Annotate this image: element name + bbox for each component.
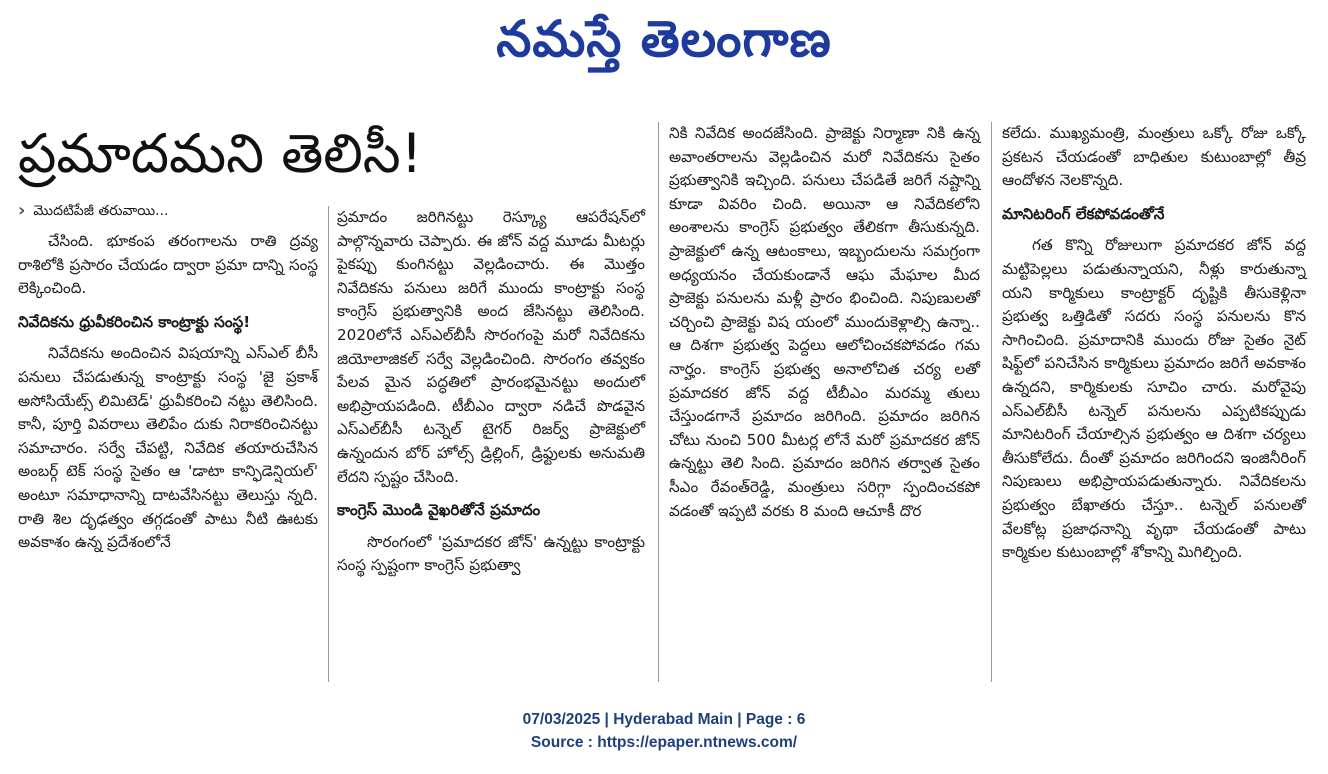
- continued-from: [18, 200, 318, 222]
- paragraph: గత కొన్ని రోజులుగా ప్రమాదకర జోన్ వద్ద మట్టిపెల్లలు పడుతున్నాయని, నీళ్లు కారుతున్నా యని కార్మికులు కాంట్రాక్టర్ దృష్టికి తీసుకెళ్లినా ప్రభుత్వ ఒత్తిడితో సదరు సంస్థ పనులను కొన సాగించింది. ప్రమాదానికి ముందు రోజు సైతం నైట్ షిఫ్ట్‌లో పనిచేసిన కార్మికులు ప్రమాదం జరిగే అవకాశం ఉన్నదని, కార్మికులకు సూచిం చారు. మరోవైపు ఎస్ఎల్‌బీసీ టన్నెల్ పనులను ఎప్పటికప్పుడు మానిటరింగ్ చేయాల్సిన ప్రభుత్వం ఆ దిశగా చర్యలు తీసుకోలేదు. దీంతో ప్రమాదం జరిగిందని ఇంజినీరింగ్ నిపుణులు అభిప్రాయపడుతున్నారు. నివేదికలను ప్రభుత్వం బేఖాతరు చేస్తూ.. టన్నెల్ పనులతో వేలకోట్ల ప్రజాధనాన్ని వృథా చేయడంతో పాటు కార్మికుల కుటుంబాల్లో శోకాన్ని మిగిల్చింది.: [1002, 236, 1306, 562]
- article-column-4: [1002, 122, 1306, 565]
- footer-date-edition: 07/03/2025 | Hyderabad Main | Page : 6: [522, 711, 806, 728]
- article-column-3: [669, 122, 980, 523]
- subheading: నివేదికను ధ్రువీకరించిన కాంట్రాక్టు సంస్థ!: [18, 312, 251, 331]
- chevron-right-icon: ›: [18, 200, 26, 221]
- paragraph: నివేదికను అందించిన విషయాన్ని ఎస్ఎల్ బీసీ పనులు చేపడుతున్న కాంట్రాక్టు సంస్థ 'జై ప్రకాశ్ అసోసియేట్స్ లిమిటెడ్' ధ్రువీకరించి నట్టు తెలిసింది. కానీ, పూర్తి వివరాలు తెలిపేం దుకు నిరాకరించినట్టు సమాచారం. సర్వే చేపట్టి, నివేదిక తయారుచేసిన అంబర్గ్ టెక్ సంస్థ సైతం ఆ 'డాటా కాన్ఫిడెన్షియల్' అంటూ సమాధానాన్ని దాటవేసినట్టు తెలుస్తు న్నది. రాతి శిల దృఢత్వం తగ్గడంతో పాటు నీటి ఊటకు అవకాశం ఉన్న ప్రదేశంలోనే: [18, 344, 318, 552]
- subheading: కాంగ్రెస్ మొండి వైఖరితోనే ప్రమాదం: [337, 501, 541, 520]
- footer: [0, 708, 1328, 754]
- paragraph: చేసింది. భూకంప తరంగాలను రాతి ద్రవ్య రాశిలోకి ప్రసారం చేయడం ద్వారా ప్రమా దాన్ని సంస్థ లెక్కించింది.: [18, 232, 318, 298]
- masthead-logo: నమస్తే తెలంగాణ: [496, 10, 832, 68]
- article-column-1: [18, 122, 423, 555]
- footer-source: Source : https://epaper.ntnews.com/: [530, 734, 798, 751]
- headline: ప్రమాదమని తెలిసీ!: [18, 122, 423, 185]
- subheading: మానిటరింగ్ లేకపోవడంతోనే: [1002, 204, 1165, 223]
- continued-from-label: మొదటిపేజీ తరువాయి...: [33, 203, 169, 219]
- column-divider: [328, 206, 329, 682]
- paragraph: ప్రమాదం జరిగినట్టు రెస్క్యూ ఆపరేషన్‌లో పాల్గొన్నవారు చెప్పారు. ఈ జోన్ వద్ద మూడు మీటర్లు పైకప్పు కుంగినట్టు వెల్లడించారు. ఈ మొత్తం నివేదికను పనులు జరిగే ముందు కాంట్రాక్టు సంస్థ కాంగ్రెస్ ప్రభుత్వానికి అంద జేసినట్టు తెలిసింది. 2020లోనే ఎస్ఎల్‌బీసీ సొరంగంపై మరో నివేదికను జియోలాజికల్ సర్వే వెల్లడించింది. సొరంగం తవ్వకం పేలవ మైన పద్ధతిలో ప్రారంభమైనట్టు అందులో అభిప్రాయపడింది. టీబీఎం ద్వారా నడిచే పొడవైన ఎస్ఎల్‌బీసీ టన్నెల్ టైగర్ రిజర్వ్ ప్రాజెక్టులో ఉన్నందున బోర్ హోల్స్ డ్రిల్లింగ్, డ్రిఫ్టులకు అనుమతి లేదని స్పష్టం చేసింది.: [337, 208, 645, 486]
- paragraph: సొరంగంలో 'ప్రమాదకర జోన్' ఉన్నట్టు కాంట్రాక్టు సంస్థ స్పష్టంగా కాంగ్రెస్ ప్రభుత్వా: [337, 532, 645, 575]
- column-divider: [658, 122, 659, 682]
- paragraph: కలేదు. ముఖ్యమంత్రి, మంత్రులు ఒక్కో రోజు ఒక్కో ప్రకటన చేయడంతో బాధితుల కుటుంబాల్లో తీవ్ర ఆందోళన నెలకొన్నది.: [1002, 124, 1306, 190]
- column-divider: [991, 122, 992, 682]
- paragraph: నికి నివేదిక అందజేసింది. ప్రాజెక్టు నిర్మాణా నికి ఉన్న అవాంతరాలను వెల్లడించిన మరో నివేదికను సైతం ప్రభుత్వానికి ఇచ్చింది. పనులు చేపడితే జరిగే నష్టాన్ని కూడా వివరిం చింది. అయినా ఆ నివేదికలోని అంశాలను కాంగ్రెస్ ప్రభుత్వం తేలికగా తీసుకున్నది. ప్రాజెక్టులో ఉన్న ఆటంకాలు, ఇబ్బందులను సమగ్రంగా అధ్యయనం చేయకుండానే ఆఘ మేఘాల మీద ప్రాజెక్టు పనులను మళ్లీ ప్రారం భించింది. నిపుణులతో చర్చించి ప్రాజెక్టు విష యంలో ముందుకెళ్లాల్సి ఉన్నా.. ఆ దిశగా ప్రభుత్వ పెద్దలు ఆలోచించకపోవడం గమ నార్హం. కాంగ్రెస్ ప్రభుత్వ అనాలోచిత చర్య లతో ప్రమాదకర జోన్ వద్ద టీబీఎం మరమ్మ తులు చేస్తుండగానే ప్రమాదం జరిగింది. ప్రమాదం జరిగిన చోటు నుంచి 500 మీటర్ల లోనే మరో ప్రమాదకర జోన్ ఉన్నట్టు తెలి సింది. ప్రమాదం జరిగిన తర్వాత సైతం సీఎం రేవంత్‌రెడ్డి, మంత్రులు సరిగ్గా స్పందించకపో వడంతో ఇప్పటి వరకు 8 మంది ఆచూకీ దొర: [669, 124, 980, 520]
- article-column-2: [337, 206, 645, 578]
